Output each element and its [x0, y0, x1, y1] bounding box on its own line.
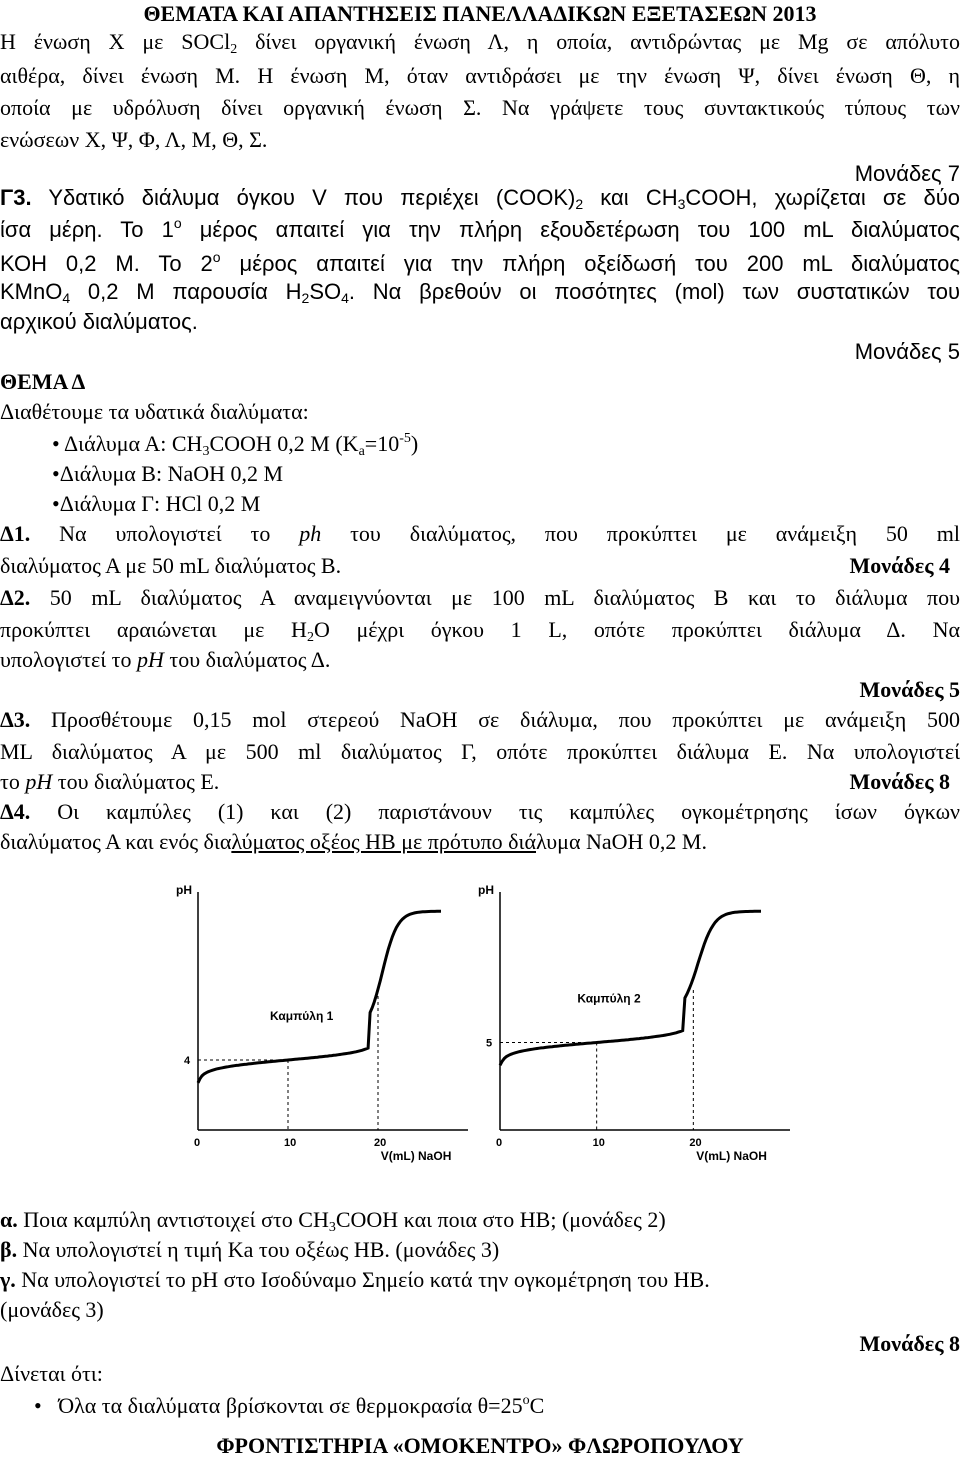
- given-title: Δίνεται ότι:: [0, 1361, 103, 1386]
- x-tick-label: 20: [374, 1137, 387, 1149]
- titration-chart-2: [470, 872, 790, 1172]
- bullet-icon: •: [34, 1393, 42, 1418]
- x-tick-label: 20: [689, 1137, 702, 1149]
- x-tick-label: 10: [284, 1137, 297, 1149]
- y-axis-label: pH: [176, 883, 192, 897]
- d2-line-2: προκύπτει αραιώνεται με $H_2O$ μέχρι όγκου 1 L, οπότε προκύπτει διάλυμα Δ. Να: [0, 617, 960, 645]
- question-a: α. Ποια καμπύλη αντιστοιχεί στο $CH_3COOH$ και ποια στο HB; (μονάδες 2): [0, 1207, 666, 1235]
- question-c: γ. Να υπολογιστεί το pH στο Ισοδύναμο Σημείο κατά την ογκομέτρηση του ΗΒ.: [0, 1267, 710, 1292]
- theme-d-given: Διαθέτουμε τα υδατικά διαλύματα:: [0, 399, 309, 424]
- curve-label: Καμπύλη 2: [577, 991, 641, 1006]
- d3-line-3: το pH του διαλύματος Ε. Μονάδες 8: [0, 769, 950, 794]
- d1-line-1: Δ1. Να υπολογιστεί το ph του διαλύματος, που προκύπτει με ανάμειξη 50 ml: [0, 521, 960, 546]
- questions-marks: Μονάδες 8: [859, 1331, 960, 1356]
- x-axis-label: V(mL) NaOH: [696, 1149, 767, 1163]
- d1-line-2: διαλύματος Α με 50 mL διαλύματος Β. Μονάδες 4: [0, 553, 950, 578]
- x-tick-label: 0: [496, 1137, 503, 1149]
- bullet-icon: •: [52, 461, 60, 486]
- bullet-icon: •: [52, 491, 60, 516]
- solution-a: • Διάλυμα Α: $CH_3COOH$ 0,2 Μ $(K_a=10^{-5})$: [52, 431, 419, 459]
- y-axis-label: pH: [478, 883, 494, 897]
- x-tick-label: 0: [194, 1137, 201, 1149]
- d4-line-2: διαλύματος Α και ενός διαλύματος οξέος ΗΒ με πρότυπο διάλυμα NaOH 0,2 M.: [0, 829, 707, 854]
- question-c-marks-small: (μονάδες 3): [0, 1297, 104, 1322]
- page-footer: ΦΡΟΝΤΙΣΤΗΡΙΑ «ΟΜΟΚΕΝΤΡΟ» ΦΛΩΡΟΠΟΥΛΟΥ: [216, 1433, 744, 1458]
- g3-marks: Μονάδες 5: [854, 339, 960, 364]
- solution-c: •Διάλυμα Γ: HCl 0,2 M: [52, 491, 261, 516]
- intro-line-3: οποία με υδρόλυση δίνει οργανική ένωση Σ. Να γράψετε τους συντακτικούς τύπους των: [0, 95, 960, 120]
- titration-curve-line: [198, 911, 441, 1083]
- titration-chart-1: [168, 872, 468, 1172]
- bullet-icon: •: [52, 431, 60, 456]
- question-b: β. Να υπολογιστεί η τιμή Ka του οξέως ΗΒ. (μονάδες 3): [0, 1237, 500, 1262]
- titration-curve-line: [500, 911, 761, 1065]
- y-tick-label: 4: [184, 1055, 191, 1067]
- d2-line-1: Δ2. 50 mL διαλύματος Α αναμειγνύονται με 100 mL διαλύματος Β και το διάλυμα που: [0, 585, 960, 610]
- d4-line-1: Δ4. Οι καμπύλες (1) και (2) παριστάνουν τις καμπύλες ογκομέτρησης ίσων όγκων: [0, 799, 960, 824]
- intro-marks: Μονάδες 7: [854, 161, 960, 186]
- x-tick-label: 10: [592, 1137, 605, 1149]
- intro-line-1: Η ένωση Χ με SOCl$_2$ δίνει οργανική ένωση Λ, η οποία, αντιδρώντας με Mg σε απόλυτο: [0, 29, 960, 57]
- solution-b: •Διάλυμα Β: NaOH 0,2 M: [52, 461, 284, 486]
- g3-line-5: αρχικού διαλύματος.: [0, 309, 198, 334]
- d3-line-1: Δ3. Προσθέτουμε 0,15 mol στερεού NaOH σε διάλυμα, που προκύπτει με ανάμειξη 500: [0, 707, 960, 732]
- d3-line-2: ΜL διαλύματος Α με 500 ml διαλύματος Γ, οπότε προκύπτει διάλυμα Ε. Να υπολογιστεί: [0, 739, 960, 764]
- theme-d-title: ΘΕΜΑ Δ: [0, 369, 86, 394]
- g3-line-2: ίσα μέρη. Το $1^o$ μέρος απαιτεί για την πλήρη εξουδετέρωση του 100 mL διαλύματος: [0, 215, 960, 242]
- g3-line-1: Γ3. Υδατικό διάλυμα όγκου V που περιέχει $(COOK)_2$ και $CH_3COOH$, χωρίζεται σε δύο: [0, 185, 960, 212]
- d2-marks: Μονάδες 5: [859, 677, 960, 702]
- x-axis-label: V(mL) NaOH: [380, 1149, 452, 1163]
- d2-line-3: υπολογιστεί το pH του διαλύματος Δ.: [0, 647, 331, 672]
- intro-line-2: αιθέρα, δίνει ένωση Μ. Η ένωση Μ, όταν αντιδράσει με την ένωση Ψ, δίνει ένωση Θ, η: [0, 63, 960, 88]
- g3-line-3: ΚΟΗ 0,2 Μ. Το $2^o$ μέρος απαιτεί για την πλήρη οξείδωσή του 200 mL διαλύματος: [0, 249, 960, 276]
- page-header: ΘΕΜΑΤΑ ΚΑΙ ΑΠΑΝΤΗΣΕΙΣ ΠΑΝΕΛΛΑΔΙΚΩΝ ΕΞΕΤΑΣΕΩΝ 2013: [143, 1, 817, 26]
- given-item: • Όλα τα διαλύματα βρίσκονται σε θερμοκρασία $\theta=25^oC$: [34, 1393, 545, 1418]
- curve-label: Καμπύλη 1: [270, 1008, 334, 1023]
- y-tick-label: 5: [486, 1037, 493, 1050]
- g3-line-4: KMnO$_4$ 0,2 Μ παρουσία $H_2SO_4$. Να βρεθούν οι ποσότητες (mol) των συστατικών του: [0, 279, 960, 306]
- intro-line-4: ενώσεων Χ, Ψ, Φ, Λ, Μ, Θ, Σ.: [0, 127, 268, 152]
